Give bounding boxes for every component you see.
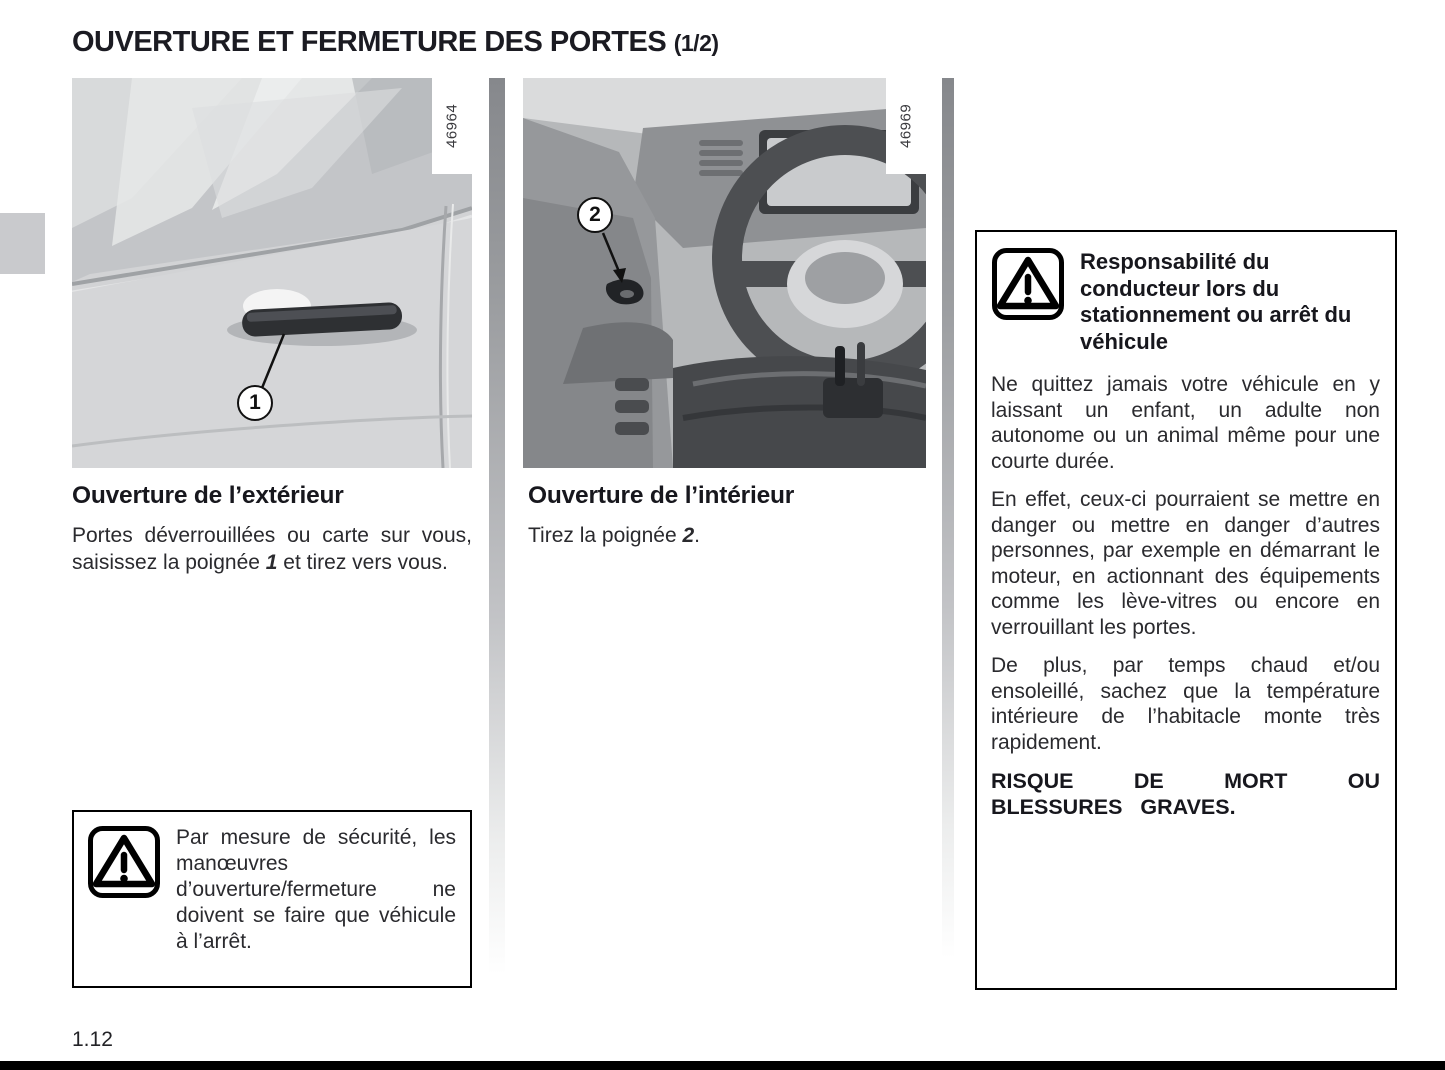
- body-text-part: Tirez la poignée: [528, 524, 683, 547]
- section-exterior: [72, 482, 472, 576]
- body-text-part: Portes déverrouillées ou carte sur vous, saisissez la poignée: [72, 524, 472, 574]
- section-heading-exterior: Ouverture de l’extérieur: [72, 482, 344, 509]
- figure-exterior-door: [72, 78, 472, 468]
- body-text-part: et tirez vers vous.: [277, 551, 448, 574]
- column-divider: [942, 78, 954, 958]
- warning-emphasis: RISQUE DE MORT OU BLESSURES GRAVES.: [991, 769, 1380, 819]
- callout-2: 2: [577, 197, 613, 233]
- figure-interior-door: [523, 78, 926, 468]
- column-divider: [489, 78, 505, 975]
- handle-ref-2: 2: [682, 524, 695, 547]
- section-heading-interior: Ouverture de l’intérieur: [528, 482, 795, 509]
- handle-ref-1: 1: [265, 551, 278, 574]
- page-title: [72, 26, 719, 59]
- warning-paragraph: Ne quittez jamais votre véhicule en y laissant un enfant, un adulte non autonome ou un animal même pour une courte durée.: [991, 373, 1380, 473]
- figure-code: 46964: [432, 78, 472, 174]
- warning-paragraph: De plus, par temps chaud et/ou ensoleillé, sachez que la température intérieure de l’habitacle monte très rapidement.: [991, 654, 1380, 754]
- warning-header: [991, 247, 1380, 355]
- section-body-exterior: [72, 522, 472, 576]
- exterior-door-illustration: [72, 78, 472, 468]
- figure-code: 46969: [886, 78, 926, 174]
- warning-text: Par mesure de sécurité, les manœuvres d’ouverture/fermeture ne doivent se faire que véhicule à l’arrêt.: [176, 826, 456, 953]
- interior-door-illustration: [523, 78, 926, 468]
- section-edge-tab: [0, 213, 45, 274]
- body-text-part: .: [694, 524, 701, 547]
- callout-1: 1: [237, 385, 273, 421]
- section-interior: [528, 482, 928, 549]
- warning-box-safety: [72, 810, 472, 988]
- warning-triangle-icon: [991, 247, 1065, 321]
- warning-header: [87, 825, 456, 955]
- page-title-text: OUVERTURE ET FERMETURE DES PORTES: [72, 26, 667, 58]
- warning-box-responsibility: [975, 230, 1397, 990]
- bottom-bar: [0, 1061, 1445, 1070]
- section-body-interior: [528, 522, 928, 549]
- warning-title: Responsabilité du conducteur lors du stationnement ou arrêt du véhicule: [1080, 249, 1352, 354]
- page-number: 1.12: [72, 1028, 113, 1051]
- warning-paragraph: En effet, ceux-ci pourraient se mettre en danger ou mettre en danger d’autres personnes, par exemple en démarrant le moteur, en actionnant des équipements comme les lève-vitres ou encore en verrouillant les portes.: [991, 488, 1380, 639]
- page-title-pagination: (1/2): [673, 30, 719, 56]
- warning-triangle-icon: [87, 825, 161, 899]
